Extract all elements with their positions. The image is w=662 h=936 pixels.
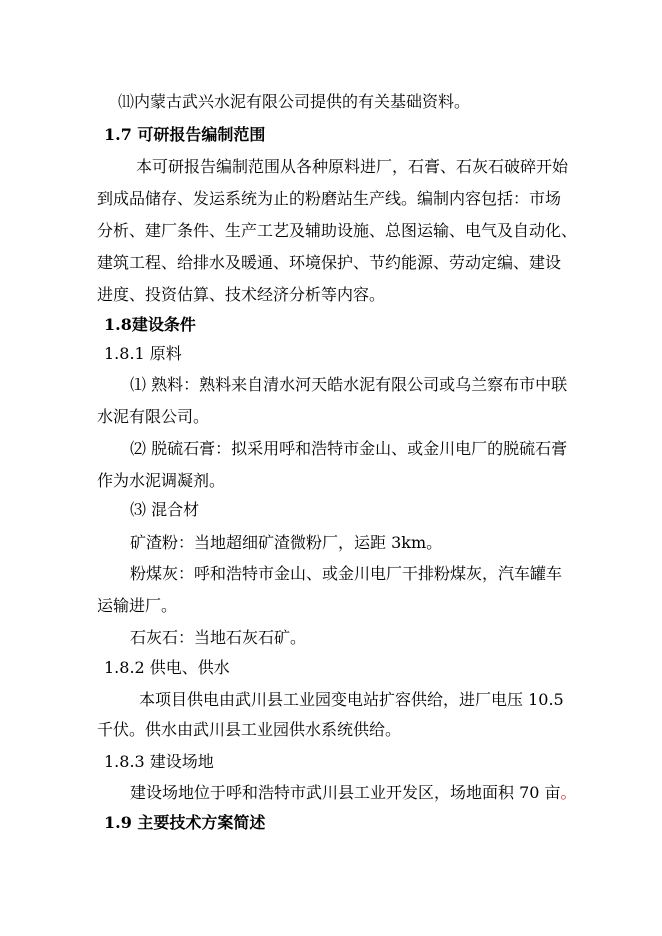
material-limestone: 石灰石：当地石灰石矿。	[130, 628, 307, 647]
reference-item-11: ⑾内蒙古武兴水泥有限公司提供的有关基础资料。	[118, 92, 471, 111]
material-slag: 矿渣粉：当地超细矿渣微粉厂，运距 3km。	[130, 533, 443, 552]
subsection-heading-1-8-1: 1.8.1 原料	[104, 344, 182, 363]
list-item-gypsum-cont: 作为水泥调凝剂。	[97, 471, 226, 490]
subsection-heading-1-8-3: 1.8.3 建设场地	[104, 752, 214, 771]
paragraph-line: 进度、投资估算、技术经济分析等内容。	[97, 285, 386, 304]
paragraph-line: 本项目供电由武川县工业园变电站扩容供给，进厂电压 10.5	[139, 690, 564, 709]
paragraph-line: 建筑工程、给排水及暖通、环境保护、节约能源、劳动定编、建设	[97, 253, 562, 272]
material-flyash: 粉煤灰：呼和浩特市金山、或金川电厂干排粉煤灰，汽车罐车	[130, 564, 563, 583]
list-item-admixture: ⑶ 混合材	[130, 500, 200, 519]
paragraph-line: 本可研报告编制范围从各种原料进厂，石膏、石灰石破碎开始	[136, 157, 569, 176]
paragraph-line: 分析、建厂条件、生产工艺及辅助设施、总图运输、电气及自动化、	[97, 221, 578, 240]
subsection-heading-1-8-2: 1.8.2 供电、供水	[104, 658, 230, 677]
list-item-gypsum: ⑵ 脱硫石膏：拟采用呼和浩特市金山、或金川电厂的脱硫石膏	[130, 439, 568, 458]
section-heading-1-9: 1.9 主要技术方案简述	[104, 813, 266, 832]
site-description: 建设场地位于呼和浩特市武川县工业开发区，场地面积 70 亩	[130, 783, 561, 802]
section-heading-1-8: 1.8建设条件	[104, 315, 196, 334]
paragraph-line: 到成品储存、发运系统为止的粉磨站生产线。编制内容包括：市场	[97, 189, 562, 208]
list-item-clinker: ⑴ 熟料：熟料来自清水河天皓水泥有限公司或乌兰察布市中联	[130, 375, 568, 394]
paragraph-line: 千伏。供水由武川县工业园供水系统供给。	[97, 720, 402, 739]
section-heading-1-7: 1.7 可研报告编制范围	[104, 125, 266, 144]
list-item-clinker-cont: 水泥有限公司。	[97, 407, 210, 426]
paragraph-line	[130, 783, 577, 803]
material-flyash-cont: 运输进厂。	[97, 596, 178, 615]
site-description-end-mark: 。	[560, 783, 577, 802]
